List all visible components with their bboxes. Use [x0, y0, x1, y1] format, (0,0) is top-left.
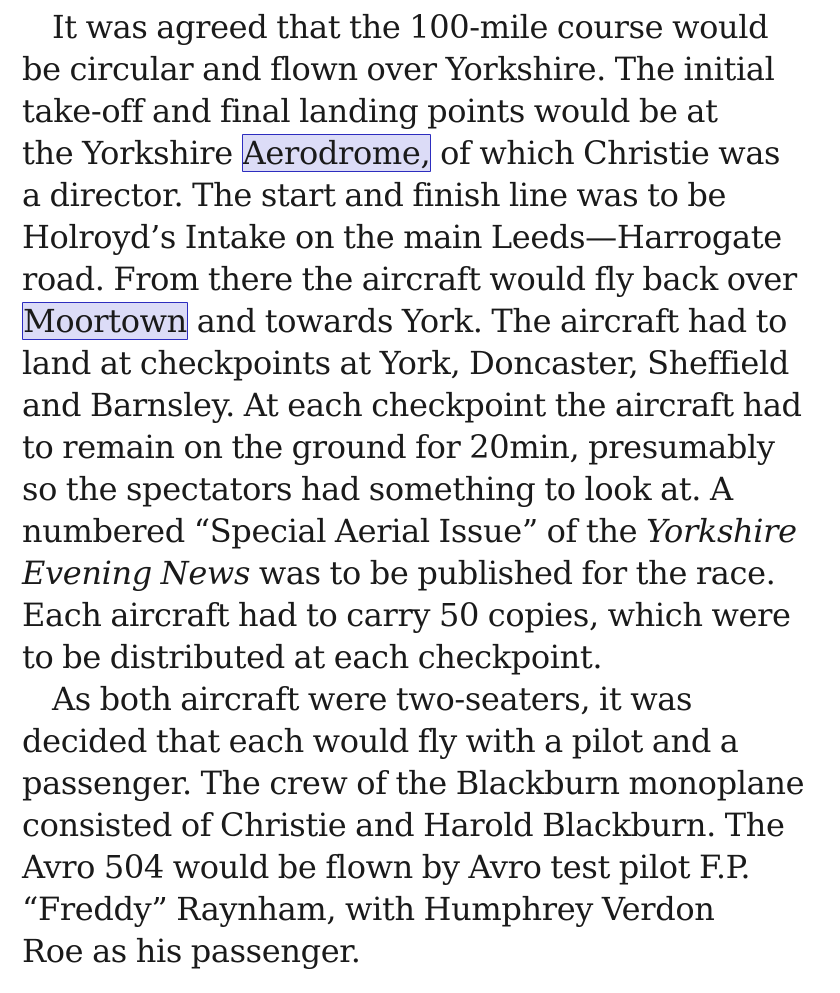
text-line: land at checkpoints at York, Doncaster, Sheffield: [22, 344, 790, 382]
text-line: the Yorkshire Aerodrome, of which Christie was: [22, 134, 781, 172]
highlight-moortown[interactable]: Moortown: [23, 302, 187, 340]
text-line: Each aircraft had to carry 50 copies, which were: [22, 596, 791, 634]
text-line: Holroyd’s Intake on the main Leeds—Harrogate: [22, 218, 782, 256]
italic-publication-title: Yorkshire: [646, 512, 797, 550]
text-line: decided that each would fly with a pilot and a: [22, 722, 739, 760]
text-line: to remain on the ground for 20min, presumably: [22, 428, 775, 466]
text-line: It was agreed that the 100-mile course would: [52, 8, 769, 46]
text-line: Roe as his passenger.: [22, 932, 361, 970]
text-line: Moortown and towards York. The aircraft had to: [23, 302, 788, 340]
text-line: so the spectators had something to look at. A: [22, 470, 733, 508]
text-line: be circular and flown over Yorkshire. The initial: [22, 50, 775, 88]
text-line: road. From there the aircraft would fly back over: [22, 260, 797, 298]
text-line: “Freddy” Raynham, with Humphrey Verdon: [22, 890, 715, 928]
text-line: passenger. The crew of the Blackburn monoplane: [22, 764, 805, 802]
text-line: As both aircraft were two-seaters, it was: [52, 680, 693, 718]
highlight-aerodrome[interactable]: Aerodrome,: [242, 134, 431, 172]
text-line: numbered “Special Aerial Issue” of the Yorkshire: [22, 512, 797, 550]
italic-publication-title: Evening News: [22, 554, 251, 592]
text-line: consisted of Christie and Harold Blackburn. The: [22, 806, 785, 844]
text-line: a director. The start and finish line was to be: [22, 176, 727, 214]
text-line: Evening News was to be published for the race.: [22, 554, 776, 592]
text-line: to be distributed at each checkpoint.: [22, 638, 603, 676]
text-line: take-off and final landing points would be at: [22, 92, 718, 130]
text-line: Avro 504 would be flown by Avro test pilot F.P.: [22, 848, 751, 886]
text-line: and Barnsley. At each checkpoint the aircraft had: [22, 386, 802, 424]
